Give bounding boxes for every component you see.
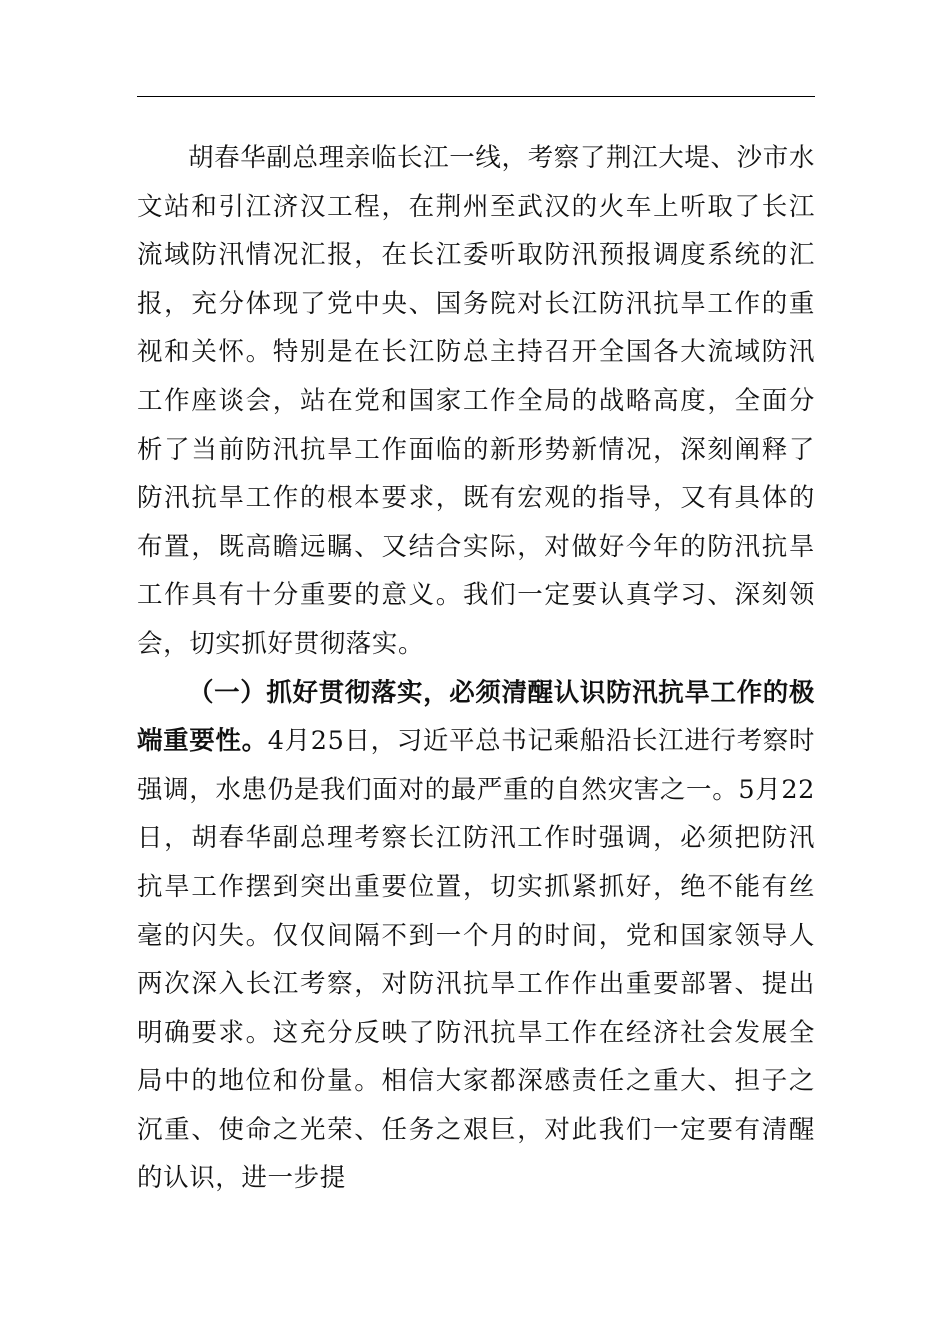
paragraph-intro xyxy=(137,134,815,669)
header-rule xyxy=(137,96,815,97)
paragraph-intro-text: 胡春华副总理亲临长江一线，考察了荆江大堤、沙市水文站和引江济汉工程，在荆州至武汉的火车上听取了长江流域防汛情况汇报，在长江委听取防汛预报调度系统的汇报，充分体现了党中央、国务院对长江防汛抗旱工作的重视和关怀。特别是在长江防总主持召开全国各大流域防汛工作座谈会，站在党和国家工作全局的战略高度，全面分析了当前防汛抗旱工作面临的新形势新情况，深刻阐释了防汛抗旱工作的根本要求，既有宏观的指导，又有具体的布置，既高瞻远瞩、又结合实际，对做好今年的防汛抗旱工作具有十分重要的意义。我们一定要认真学习、深刻领会，切实抓好贯彻落实。 xyxy=(137,143,815,659)
section-1-text: 4月25日，习近平总书记乘船沿长江进行考察时强调，水患仍是我们面对的最严重的自然灾害之一。5月22日，胡春华副总理考察长江防汛工作时强调，必须把防汛抗旱工作摆到突出重要位置，切实抓紧抓好，绝不能有丝毫的闪失。仅仅间隔不到一个月的时间，党和国家领导人两次深入长江考察，对防汛抗旱工作作出重要部署、提出明确要求。这充分反映了防汛抗旱工作在经济社会发展全局中的地位和份量。相信大家都深感责任之重大、担子之沉重、使命之光荣、任务之艰巨，对此我们一定要有清醒的认识，进一步提 xyxy=(137,726,815,1194)
document-body xyxy=(137,134,815,1203)
section-1-heading: （一）抓好贯彻落实，必须清醒认识防汛抗旱工作的极端重要性。 xyxy=(137,677,815,757)
paragraph-section-1 xyxy=(137,669,815,1204)
